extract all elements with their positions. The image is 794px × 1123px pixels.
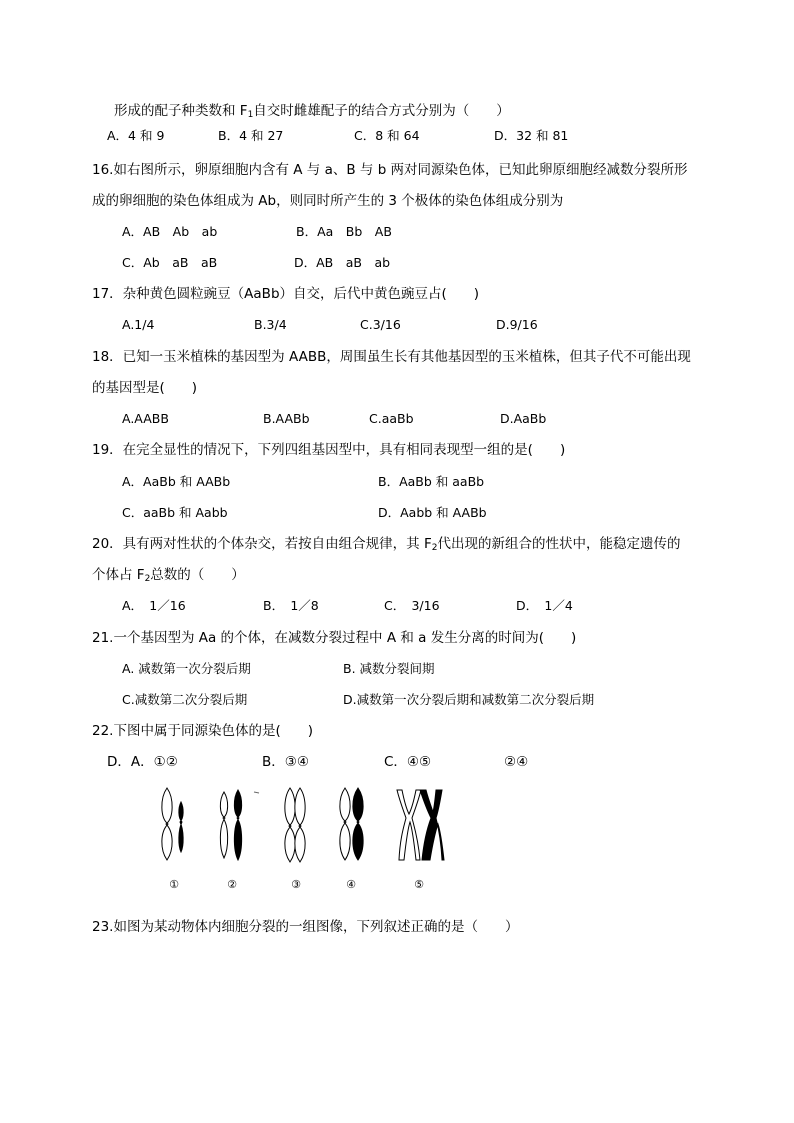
q20-option-d: D． 1／4 <box>516 598 573 613</box>
q19-option-d: D．Aabb 和 AABb <box>378 505 487 520</box>
q16-option-b: B．Aa Bb AB <box>296 224 392 239</box>
q17-option-b: B.3/4 <box>254 317 287 332</box>
q22-option-extra: ②④ <box>504 754 529 770</box>
q18-option-b: B.AABb <box>263 411 310 426</box>
q22-stem: 22.下图中属于同源染色体的是( ) <box>92 723 314 739</box>
q19-option-b: B．AaBb 和 aaBb <box>378 474 485 489</box>
q18-stem-line1: 18．已知一玉米植株的基因型为 AABB，周围虽生长有其他基因型的玉米植株，但其子代不可能出现 <box>92 349 691 365</box>
q16-stem-line1: 16.如右图所示，卵原细胞内含有 A 与 a、B 与 b 两对同源染色体，已知此卵原细胞经减数分裂所形 <box>92 162 688 178</box>
q18-stem-line2: 的基因型是( ) <box>92 380 198 396</box>
q18-option-a: A.AABB <box>122 411 169 426</box>
q15-option-a: A．4 和 9 <box>107 128 165 143</box>
q21-stem: 21.一个基因型为 Aa 的个体，在减数分裂过程中 A 和 a 发生分离的时间为( ) <box>92 630 577 646</box>
chromosome-pair-3 <box>285 788 305 862</box>
chromosome-pair-2 <box>220 790 259 860</box>
q17-option-c: C.3/16 <box>360 317 401 332</box>
q17-option-d: D.9/16 <box>496 317 538 332</box>
q17-stem: 17．杂种黄色圆粒豌豆（AaBb）自交，后代中黄色豌豆占( ) <box>92 286 480 302</box>
q21-option-a: A. 减数第一次分裂后期 <box>122 661 251 676</box>
q20-option-c: C． 3/16 <box>384 598 440 613</box>
q22-option-b: B．③④ <box>262 754 309 770</box>
q15-option-c: C．8 和 64 <box>354 128 420 143</box>
q16-option-d: D．AB aB ab <box>294 255 391 270</box>
q20-option-b: B． 1／8 <box>263 598 319 613</box>
figure-label-2: ② <box>227 878 237 891</box>
chromosome-pair-5 <box>397 790 444 860</box>
q19-option-a: A．AaBb 和 AABb <box>122 474 231 489</box>
chromosome-figure <box>0 780 794 900</box>
q20-stem-line1: 20．具有两对性状的个体杂交，若按自由组合规律，其 $F_2$代出现的新组合的性状中，能稳定遗传的 <box>92 536 681 553</box>
q20-option-a: A． 1／16 <box>122 598 186 613</box>
q19-stem: 19．在完全显性的情况下，下列四组基因型中，具有相同表现型一组的是( ) <box>92 442 566 458</box>
q22-option-c: C．④⑤ <box>384 754 432 770</box>
q16-option-c: C．Ab aB aB <box>122 255 218 270</box>
q22-option-a: D．A．①② <box>107 754 178 770</box>
q15-option-b: B．4 和 27 <box>218 128 284 143</box>
chromosome-pair-4 <box>340 788 363 860</box>
q17-option-a: A.1/4 <box>122 317 155 332</box>
q16-stem-line2: 成的卵细胞的染色体组成为 Ab，则同时所产生的 3 个极体的染色体组成分别为 <box>92 193 564 209</box>
chromosome-pair-1 <box>162 788 183 860</box>
q23-stem: 23.如图为某动物体内细胞分裂的一组图像，下列叙述正确的是（ ） <box>92 919 519 935</box>
figure-label-5: ⑤ <box>414 878 424 891</box>
q15-option-d: D．32 和 81 <box>494 128 569 143</box>
q20-stem-line2: 个体占 $F_2$总数的（ ） <box>92 567 245 584</box>
q15-stem: 形成的配子种类数和 $F_1$自交时雌雄配子的结合方式分别为（ ） <box>114 103 510 120</box>
q18-option-d: D.AaBb <box>500 411 547 426</box>
q19-option-c: C．aaBb 和 Aabb <box>122 505 228 520</box>
q16-option-a: A．AB Ab ab <box>122 224 218 239</box>
figure-label-1: ① <box>169 878 179 891</box>
q21-option-c: C.减数第二次分裂后期 <box>122 692 248 707</box>
q21-option-d: D.减数第一次分裂后期和减数第二次分裂后期 <box>343 692 595 707</box>
figure-label-3: ③ <box>291 878 301 891</box>
q18-option-c: C.aaBb <box>369 411 414 426</box>
figure-label-4: ④ <box>346 878 356 891</box>
q21-option-b: B. 减数分裂间期 <box>343 661 435 676</box>
